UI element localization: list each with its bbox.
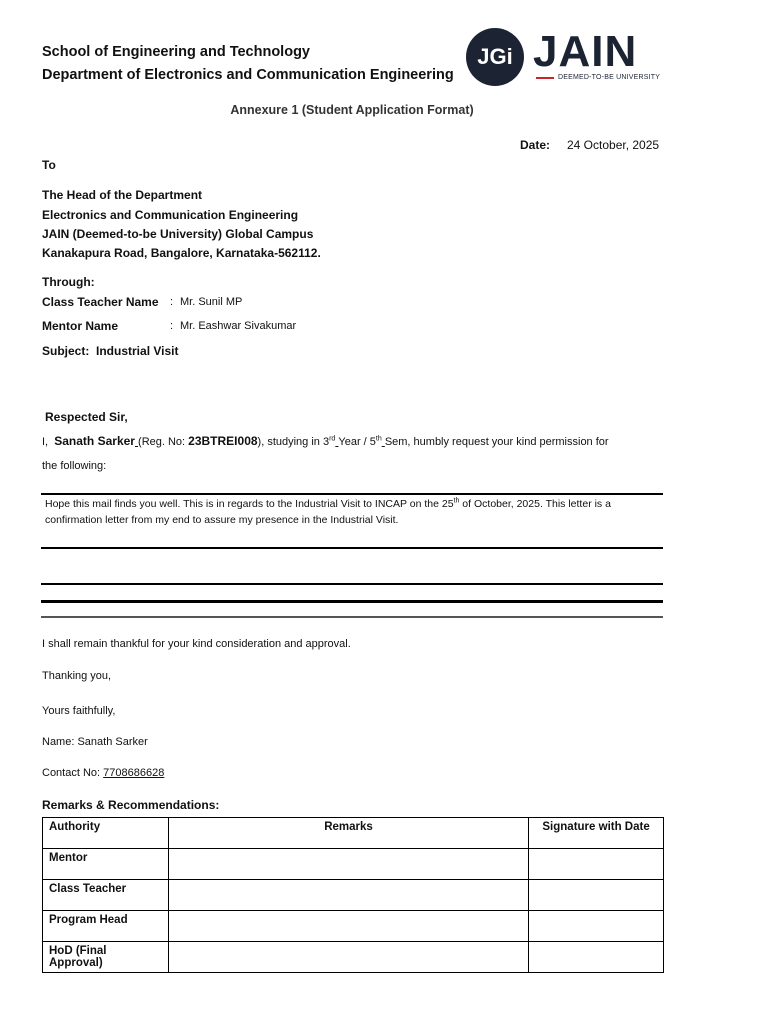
class-teacher-colon: :: [170, 296, 174, 308]
class-teacher-label: Class Teacher Name: [42, 295, 159, 309]
name-value: Sanath Sarker: [77, 736, 148, 748]
table-row: [43, 942, 664, 973]
name-label: Name:: [42, 736, 75, 748]
jain-logo-tagline: DEEMED-TO-BE UNIVERSITY: [558, 74, 661, 81]
body-sup: th: [453, 497, 460, 505]
th-sup: th: [375, 435, 382, 443]
request-sem: Sem, humbly request your kind permission for: [384, 436, 609, 448]
body-rule-2: [41, 547, 663, 549]
subject-line: [42, 344, 178, 358]
contact-value: 7708686628: [103, 767, 165, 779]
mentor-value: Mr. Eashwar Sivakumar: [180, 320, 297, 332]
thanking-line: Thanking you,: [42, 670, 112, 682]
to-label: To: [42, 158, 56, 172]
signature-cell[interactable]: [529, 849, 664, 880]
school-name: School of Engineering and Technology: [42, 44, 310, 60]
body-line-1: [45, 498, 611, 510]
salutation: Respected Sir,: [45, 410, 128, 424]
mentor-colon: :: [170, 320, 174, 332]
jgi-monogram: JGi: [477, 44, 513, 69]
annexure-title: Annexure 1 (Student Application Format): [230, 103, 474, 117]
body-rule-4: [41, 600, 663, 603]
body-part-1: Hope this mail finds you well. This is in regards to the Industrial Visit to INCAP on the 25: [45, 498, 454, 510]
contact-label: Contact No:: [42, 767, 101, 779]
table-row: [43, 880, 664, 911]
authority-class-teacher: Class Teacher: [43, 880, 169, 911]
to-line-2: Electronics and Communication Engineering: [42, 208, 299, 222]
body-rule-3: [41, 583, 663, 585]
student-name: Sanath Sarker: [54, 434, 135, 448]
remarks-cell[interactable]: [168, 942, 528, 973]
table-row: [43, 911, 664, 942]
contact-line: [42, 767, 164, 779]
authority-mentor: Mentor: [43, 849, 169, 880]
request-line-2: the following:: [42, 460, 107, 472]
signature-cell[interactable]: [529, 942, 664, 973]
authority-hod: HoD (Final Approval): [43, 942, 169, 973]
subject-value: Industrial Visit: [96, 344, 179, 358]
authority-program-head: Program Head: [43, 911, 169, 942]
thankful-line: I shall remain thankful for your kind consideration and approval.: [42, 638, 351, 650]
header-authority: Authority: [43, 818, 169, 849]
request-line-1: [42, 434, 609, 448]
body-line-2: confirmation letter from my end to assure my presence in the Industrial Visit.: [45, 514, 399, 526]
remarks-cell[interactable]: [168, 849, 528, 880]
signature-cell[interactable]: [529, 880, 664, 911]
request-i: I,: [42, 436, 49, 448]
body-rule-5: [41, 616, 663, 618]
jain-logo-text: JAIN: [533, 27, 638, 76]
through-label: Through:: [42, 275, 95, 289]
mentor-label: Mentor Name: [42, 319, 119, 333]
header-remarks: Remarks: [168, 818, 528, 849]
date-value: 24 October, 2025: [567, 138, 660, 152]
rd-sup: rd: [329, 435, 336, 443]
remarks-cell[interactable]: [168, 911, 528, 942]
remarks-header-row: [43, 818, 664, 849]
remarks-title: Remarks & Recommendations:: [42, 798, 220, 812]
body-part-2: of October, 2025. This letter is a: [459, 498, 611, 510]
class-teacher-value: Mr. Sunil MP: [180, 296, 243, 308]
faithfully-line: Yours faithfully,: [42, 705, 116, 717]
jgi-logo: [466, 28, 524, 86]
date-label: Date:: [520, 138, 551, 152]
reg-number: 23BTREI008: [188, 434, 258, 448]
request-year: Year / 5: [338, 436, 376, 448]
to-line-1: The Head of the Department: [42, 188, 203, 202]
table-row: [43, 849, 664, 880]
body-top-rule: [41, 493, 663, 495]
request-studying: ), studying in 3: [257, 436, 330, 448]
to-line-3: JAIN (Deemed-to-be University) Global Campus: [42, 227, 314, 241]
name-line: [42, 736, 148, 748]
signature-cell[interactable]: [529, 911, 664, 942]
logo-accent-bar: [536, 77, 554, 79]
department-name: Department of Electronics and Communication Engineering: [42, 67, 454, 83]
to-line-4: Kanakapura Road, Bangalore, Karnataka-562112.: [42, 246, 321, 260]
header-signature: Signature with Date: [529, 818, 664, 849]
reg-prefix: (Reg. No:: [138, 436, 186, 448]
remarks-cell[interactable]: [168, 880, 528, 911]
subject-label: Subject:: [42, 344, 90, 358]
remarks-table: [42, 817, 664, 973]
